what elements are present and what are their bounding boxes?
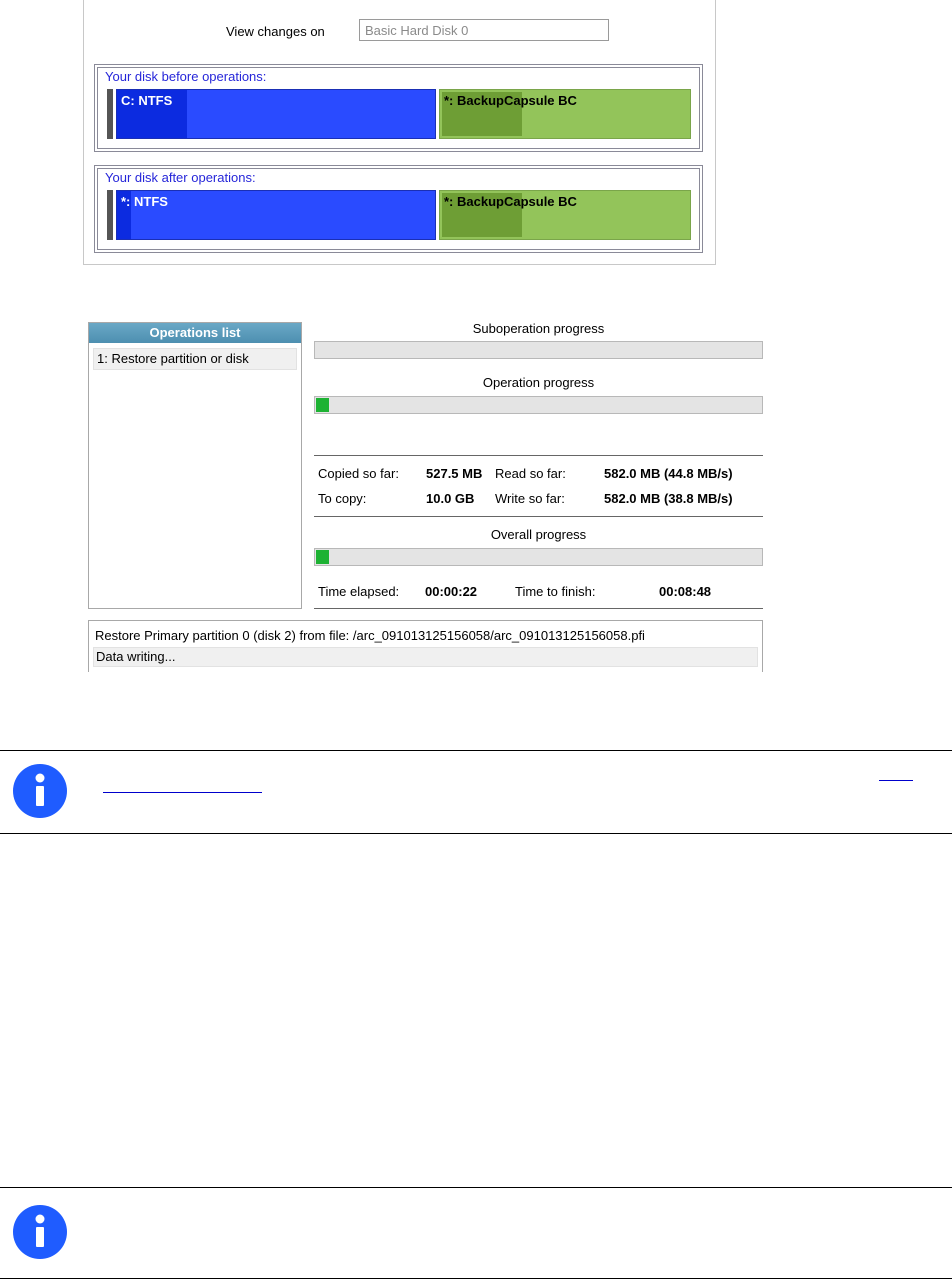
disk-layout-panel [83,0,716,265]
operation-progress-label: Operation progress [482,375,595,390]
disk-unallocated-stub [107,89,113,139]
suboperation-progress-label: Suboperation progress [472,321,605,336]
copied-label: Copied so far: [318,466,399,481]
write-label: Write so far: [495,491,565,506]
time-to-finish-value: 00:08:48 [659,584,712,599]
overall-progress-bar [314,548,763,566]
disk-before-title: Your disk before operations: [105,69,267,84]
disk-before-group [94,64,703,152]
suboperation-progress-bar [314,341,763,359]
info-note [0,1187,952,1281]
overall-progress-label: Overall progress [490,527,587,542]
read-label: Read so far: [495,466,566,481]
view-changes-label: View changes on [226,24,325,39]
operation-item[interactable]: 1: Restore partition or disk [93,348,297,370]
to-copy-value: 10.0 GB [426,491,475,506]
operations-list-header: Operations list [89,323,301,343]
message-line: Restore Primary partition 0 (disk 2) from file: /arc_091013125156058/arc_091013125156058.pfi [95,628,645,643]
partition-backupcapsule-before[interactable] [439,89,691,139]
divider [314,455,763,456]
read-value: 582.0 MB (44.8 MB/s) [604,466,733,481]
divider [0,1278,952,1279]
partition-label: *: BackupCapsule BC [444,93,577,108]
partition-label: *: NTFS [121,194,168,209]
note-link[interactable] [103,792,262,793]
partition-ntfs-before[interactable] [116,89,436,139]
partition-ntfs-after[interactable] [116,190,436,240]
disk-unallocated-stub [107,190,113,240]
disk-after-title: Your disk after operations: [105,170,256,185]
info-icon [12,763,68,819]
time-elapsed-value: 00:00:22 [425,584,478,599]
disk-after-group [94,165,703,253]
operation-progress-bar [314,396,763,414]
to-copy-label: To copy: [318,491,367,506]
view-changes-select[interactable]: Basic Hard Disk 0 [359,19,609,41]
partition-backupcapsule-after[interactable] [439,190,691,240]
copied-value: 527.5 MB [426,466,483,481]
divider [314,516,763,517]
time-elapsed-label: Time elapsed: [318,584,400,599]
divider [314,608,763,609]
operations-list-panel [88,322,302,609]
status-message-line: Data writing... [93,647,758,667]
partition-label: C: NTFS [121,93,173,108]
info-icon [12,1204,68,1260]
info-note [0,750,952,834]
partition-label: *: BackupCapsule BC [444,194,577,209]
message-log [88,620,763,672]
write-value: 582.0 MB (38.8 MB/s) [604,491,733,506]
time-to-finish-label: Time to finish: [515,584,596,599]
note-link[interactable] [879,780,913,781]
